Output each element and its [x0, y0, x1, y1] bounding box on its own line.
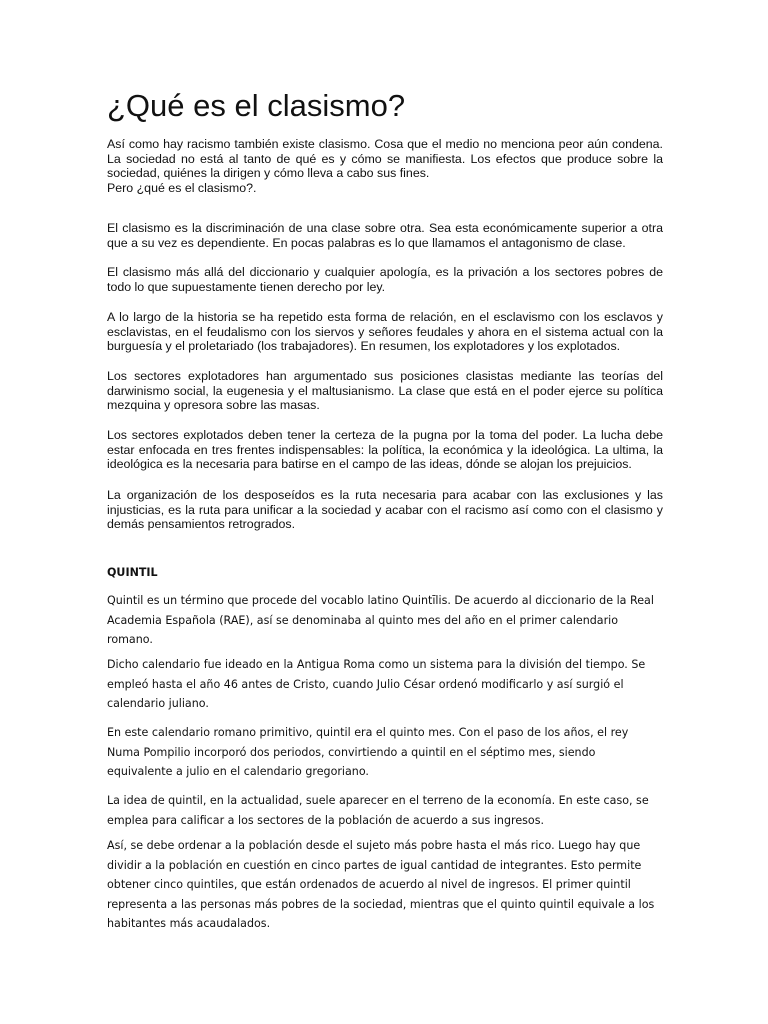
paragraph-intro [107, 137, 663, 196]
paragraph-organization: La organización de los desposeídos es la ruta necesaria para acabar con las exclusiones y las injusticias, es la ruta para unificar a la sociedad y acabar con el racismo así como con el clasismo y demás pensamientos retrogrados. [107, 488, 663, 532]
paragraph-quintil-origin: Quintil es un término que procede del vocablo latino Quintīlis. De acuerdo al diccionario de la Real Academia Española (RAE), así se denominaba al quinto mes del año en el primer calendario romano. [107, 594, 654, 646]
paragraph-exploiters: Los sectores explotadores han argumentado sus posiciones clasistas mediante las teorías del darwinismo social, la eugenesia y el maltusianismo. La clase que está en el poder ejerce su política mezquina y opresora sobre las masas. [107, 369, 663, 413]
paragraph-quintil-primitive: En este calendario romano primitivo, quintil era el quinto mes. Con el paso de los años, el rey Numa Pompilio incorporó dos periodos, convirtiendo a quintil en el séptimo mes, siendo equivalente a julio en el calendario gregoriano. [107, 726, 629, 778]
paragraph-intro-text: Así como hay racismo también existe clasismo. Cosa que el medio no menciona peor aún condena. La sociedad no está al tanto de qué es y cómo se manifiesta. Los efectos que produce sobre la sociedad, quiénes la dirigen y cómo lleva a cabo sus fines. [107, 137, 663, 181]
paragraph-quintil-economy: La idea de quintil, en la actualidad, suele aparecer en el terreno de la economía. En este caso, se emplea para calificar a los sectores de la población de acuerdo a sus ingresos. [107, 794, 649, 827]
paragraph-history: A lo largo de la historia se ha repetido esta forma de relación, en el esclavismo con los esclavos y esclavistas, en el feudalismo con los siervos y señores feudales y ahora en el sistema actual con la burguesía y el proletariado (los trabajadores). En resumen, los explotadores y los explotados. [107, 310, 663, 354]
paragraph-intro-question: Pero ¿qué es el clasismo?. [107, 181, 257, 196]
paragraph-definition: El clasismo es la discriminación de una clase sobre otra. Sea esta económicamente superior a otra que a su vez es dependiente. En pocas palabras es lo que llamamos el antagonismo de clase. [107, 221, 663, 250]
paragraph-quintil-ordering: Así, se debe ordenar a la población desde el sujeto más pobre hasta el más rico. Luego hay que dividir a la población en cuestión en cinco partes de igual cantidad de integrantes. Esto permite obtener cinco quintiles, que están ordenados de acuerdo al nivel de ingresos. El primer quintil representa a las personas más pobres de la sociedad, mientras que el quinto quintil equivale a los habitantes más acaudalados. [107, 839, 655, 930]
page-title: ¿Qué es el clasismo? [107, 88, 406, 123]
section-heading-quintil: QUINTIL [107, 566, 158, 579]
paragraph-quintil-calendar: Dicho calendario fue ideado en la Antigua Roma como un sistema para la división del tiempo. Se empleó hasta el año 46 antes de Cristo, cuando Julio César ordenó modificarlo y así surgió el calendario juliano. [107, 658, 646, 710]
paragraph-privation: El clasismo más allá del diccionario y cualquier apología, es la privación a los sectores pobres de todo lo que supuestamente tienen derecho por ley. [107, 265, 663, 294]
paragraph-exploited: Los sectores explotados deben tener la certeza de la pugna por la toma del poder. La lucha debe estar enfocada en tres frentes indispensables: la política, la económica y la ideológica. La ultima, la ideológica es la necesaria para batirse en el campo de las ideas, dónde se alojan los prejuicios. [107, 428, 663, 472]
